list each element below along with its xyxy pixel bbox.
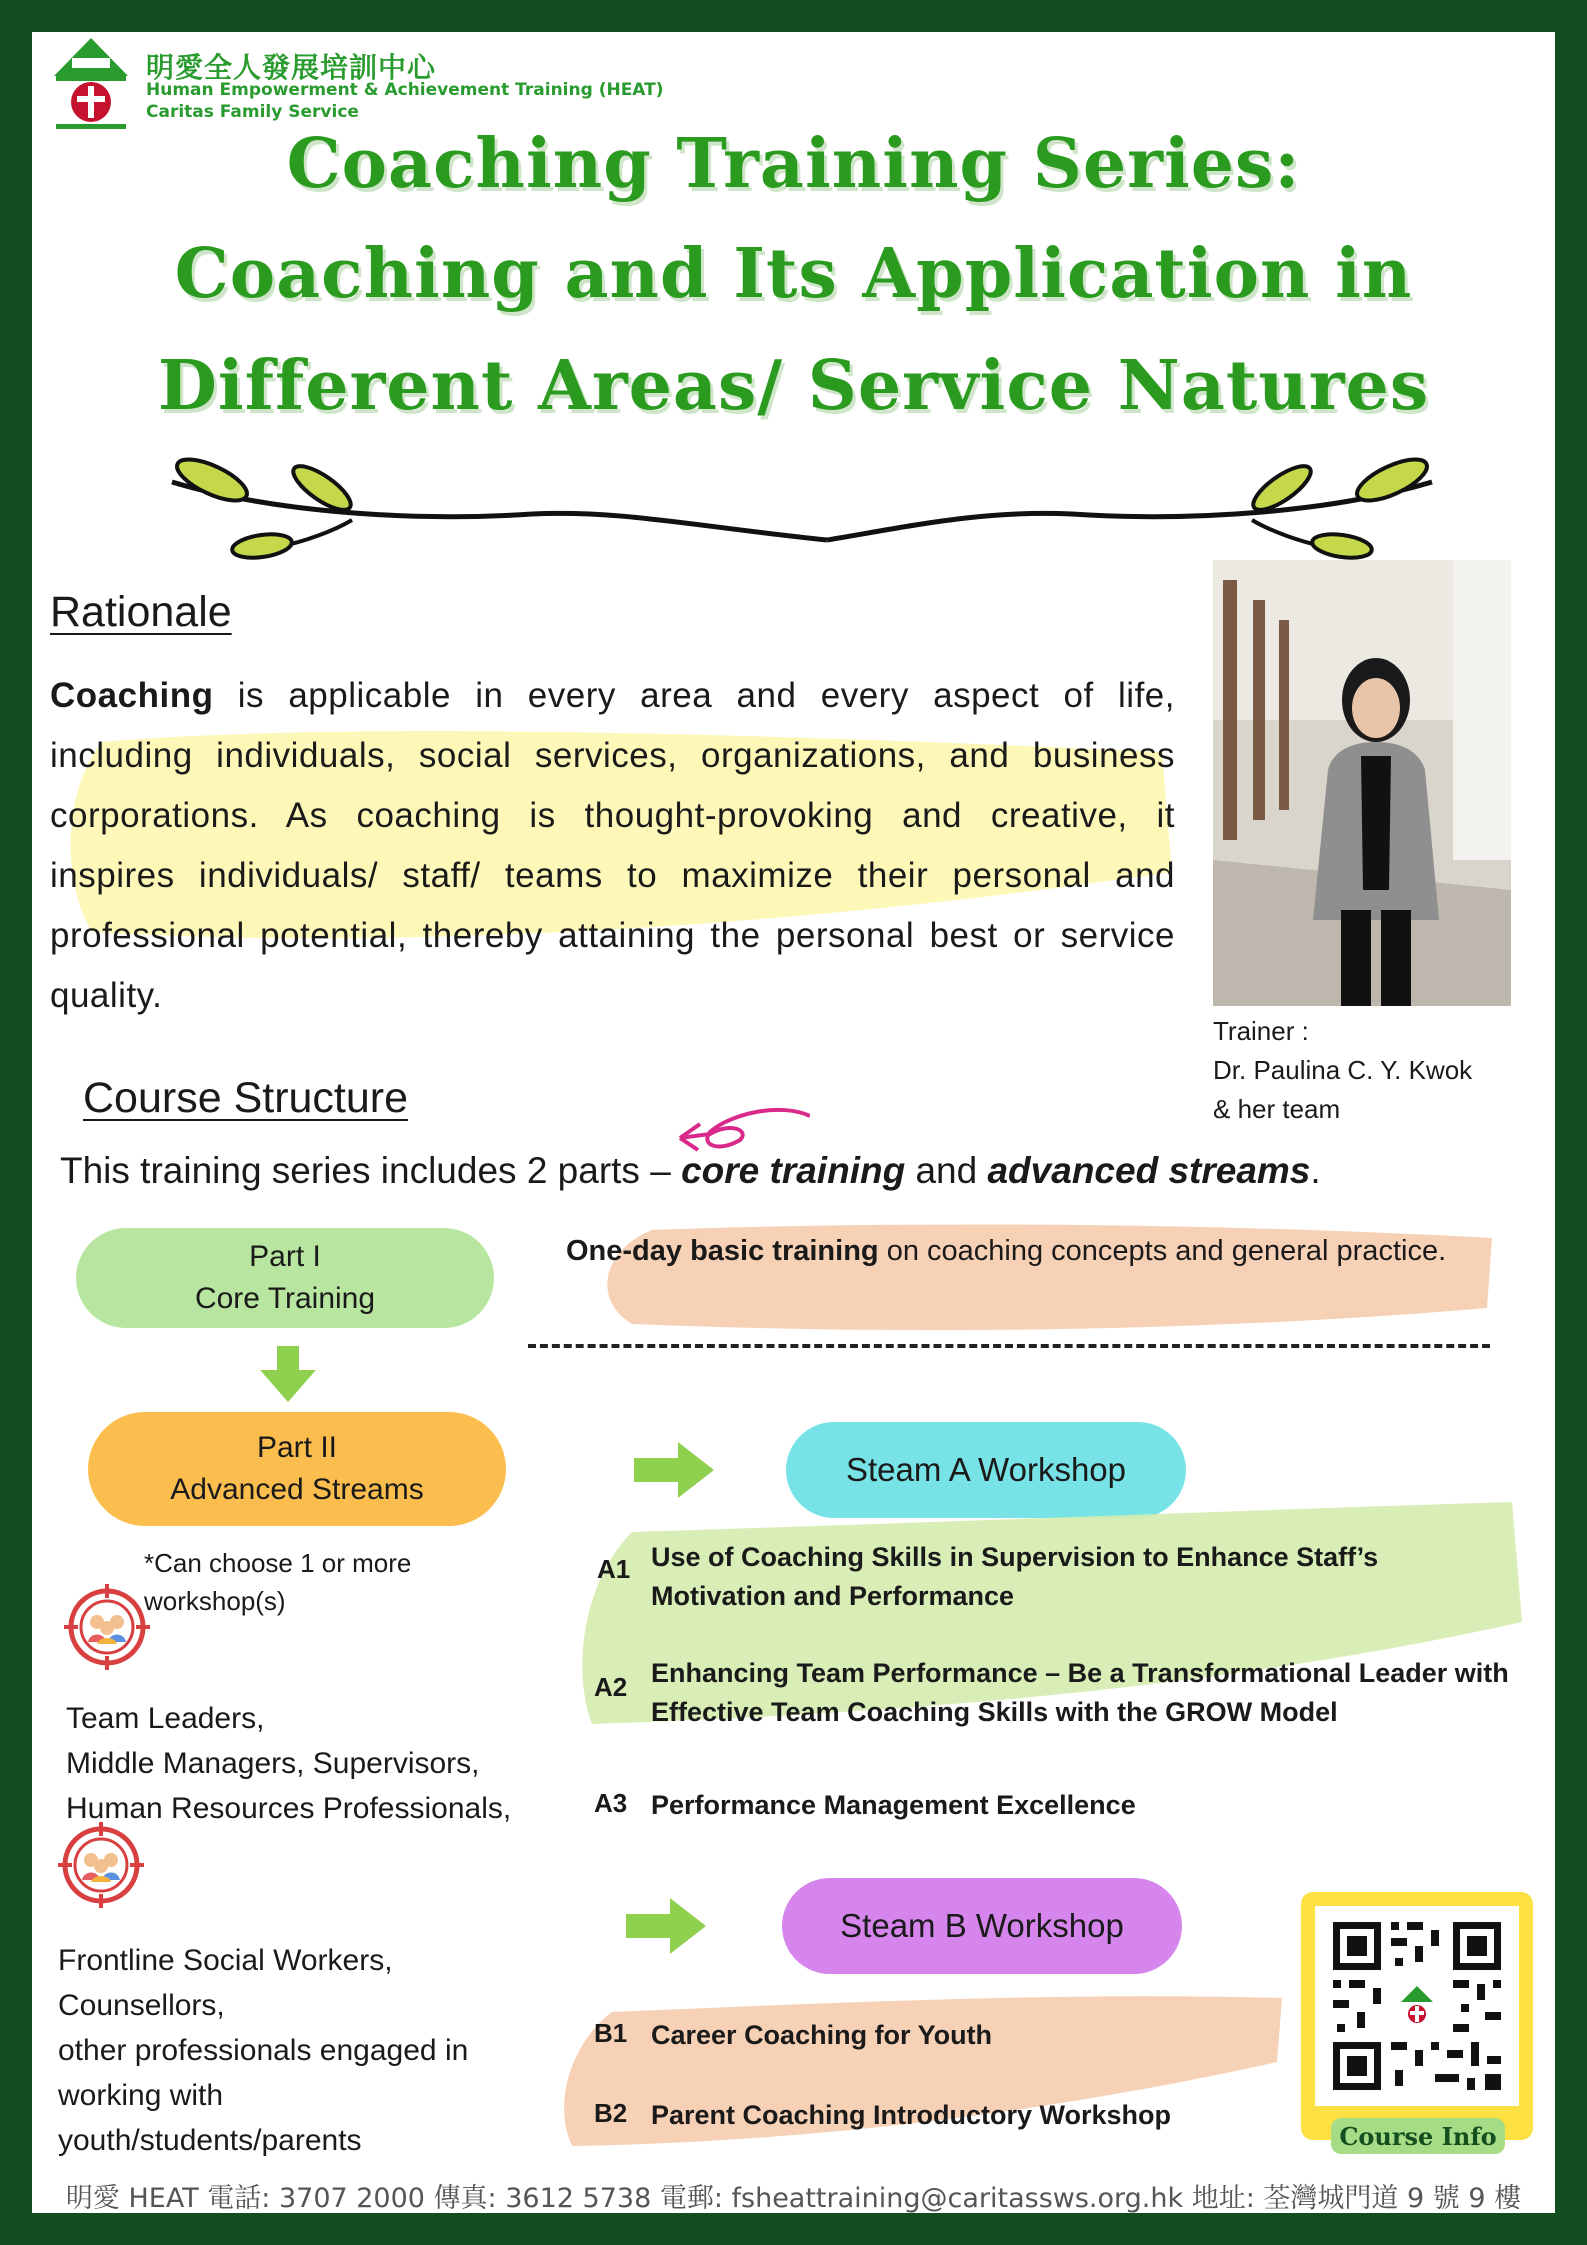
choose-workshops-note: *Can choose 1 or more workshop(s) xyxy=(144,1548,412,1616)
right-arrow-icon xyxy=(626,1898,706,1954)
right-arrow-icon xyxy=(634,1442,714,1498)
rationale-text: is applicable in every area and every aspect of life, including individuals, social services, organizations, and business corporations. As coaching is thought-provoking and creative, it inspires individuals/ staff/ teams to maximize their personal and professional potential, thereby attaining the personal best or service quality. xyxy=(50,676,1175,1015)
org-name-chinese: 明愛全人發展培訓中心 xyxy=(146,51,437,84)
part2-advanced-streams-pill xyxy=(88,1412,506,1526)
workshop-title-a3: Performance Management Excellence xyxy=(651,1790,1136,1820)
qr-code-icon xyxy=(1315,1906,1519,2106)
qr-code-area[interactable] xyxy=(1315,1906,1519,2106)
poster-title-line-3: Different Areas/ Service Natures xyxy=(157,346,1430,426)
caritas-heat-logo xyxy=(46,34,136,132)
trainer-team: & her team xyxy=(1213,1094,1341,1124)
part1-core-training-pill xyxy=(76,1228,494,1328)
part1-label: Part I xyxy=(249,1240,321,1273)
part1-title: Core Training xyxy=(194,1282,376,1315)
part2-label: Part II xyxy=(256,1431,338,1464)
workshop-code-a2: A2 xyxy=(594,1672,628,1702)
trainer-name: Dr. Paulina C. Y. Kwok xyxy=(1213,1055,1473,1085)
workshop-title-a2: Enhancing Team Performance – Be a Transformational Leader with Effective Team Coaching Skills with the GROW Model xyxy=(651,1658,1509,1727)
workshop-code-a3: A3 xyxy=(594,1788,628,1818)
stream-b-workshop-pill: Steam B Workshop xyxy=(782,1878,1182,1974)
intro-advanced-streams: advanced streams xyxy=(987,1150,1311,1191)
dashed-divider xyxy=(528,1344,1490,1348)
trainer-caption xyxy=(1213,1012,1472,1129)
contact-footer: 明愛 HEAT 電話: 3707 2000 傳真: 3612 5738 電郵: fsheattraining@caritassws.org.hk 地址: 荃灣城門道 9 號 9 樓 xyxy=(65,2183,1522,2213)
part2-title: Advanced Streams xyxy=(170,1473,424,1506)
workshop-title-b2: Parent Coaching Introductory Workshop xyxy=(651,2100,1172,2130)
audience-a-line: Middle Managers, Supervisors, xyxy=(66,1747,480,1780)
workshop-code-a1: A1 xyxy=(597,1554,631,1584)
stream-a-workshop-pill: Steam A Workshop xyxy=(786,1422,1186,1518)
workshop-code-b1: B1 xyxy=(594,2018,628,2048)
course-intro-line xyxy=(60,1150,1321,1192)
workshop-title-b1: Career Coaching for Youth xyxy=(651,2020,993,2050)
poster-title-line-2: Coaching and Its Application in xyxy=(174,234,1413,314)
audience-b-line: Counsellors, xyxy=(58,1989,225,2022)
intro-prefix: This training series includes 2 parts – xyxy=(60,1150,682,1191)
audience-a-line: Team Leaders, xyxy=(66,1702,265,1735)
rationale-heading: Rationale xyxy=(50,588,232,636)
audience-b-line: Frontline Social Workers, xyxy=(58,1944,393,1977)
intro-and: and xyxy=(905,1150,988,1191)
audience-group-b xyxy=(58,1938,558,2163)
target-audience-icon xyxy=(64,1584,150,1670)
org-parent-name: Caritas Family Service xyxy=(146,102,359,122)
poster xyxy=(32,32,1555,2213)
intro-core-training: core training xyxy=(681,1150,906,1191)
intro-end: . xyxy=(1310,1150,1321,1191)
workshop-title-a1: Use of Coaching Skills in Supervision to Enhance Staff’s Motivation and Performance xyxy=(651,1542,1379,1611)
audience-a-line: Human Resources Professionals, xyxy=(66,1792,512,1825)
down-arrow-icon xyxy=(260,1346,316,1402)
audience-b-line: youth/students/parents xyxy=(58,2124,362,2157)
poster-title-line-1: Coaching Training Series: xyxy=(286,124,1301,204)
rationale-lead: Coaching xyxy=(50,676,214,715)
rationale-paragraph xyxy=(50,666,1175,1026)
course-info-label: Course Info xyxy=(1331,2118,1505,2154)
trainer-label: Trainer : xyxy=(1213,1016,1309,1046)
core-desc-rest: on coaching concepts and general practice. xyxy=(878,1235,1447,1267)
trainer-photo xyxy=(1213,560,1511,1006)
core-training-description xyxy=(566,1230,1496,1272)
target-audience-icon xyxy=(58,1822,144,1908)
course-structure-heading: Course Structure xyxy=(83,1074,409,1122)
core-desc-bold: One-day basic training xyxy=(566,1235,879,1267)
leaf-flourish-divider xyxy=(152,442,1452,562)
audience-b-line: other professionals engaged in working with xyxy=(58,2034,469,2112)
workshop-code-b2: B2 xyxy=(594,2098,628,2128)
audience-group-a xyxy=(66,1696,566,1831)
org-name-english: Human Empowerment & Achievement Training (HEAT) xyxy=(146,80,664,100)
